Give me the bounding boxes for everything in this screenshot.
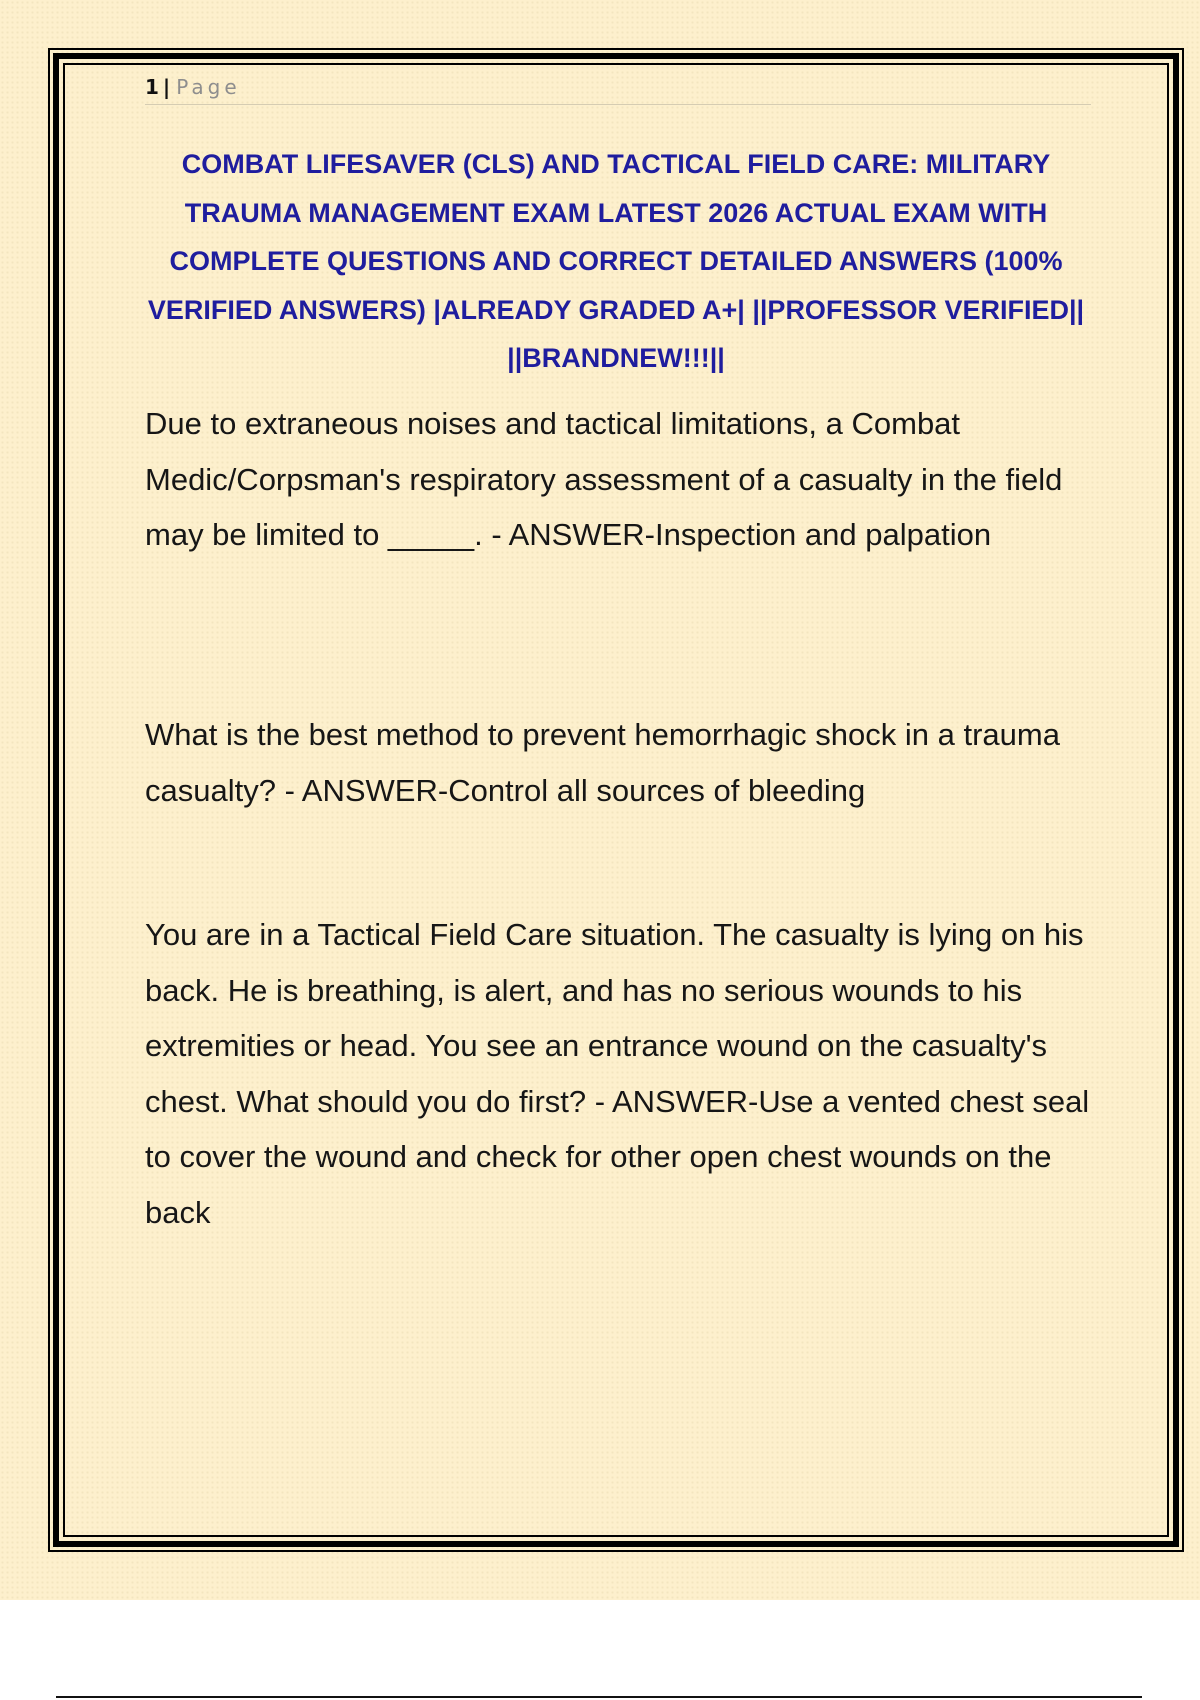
document-title: COMBAT LIFESAVER (CLS) AND TACTICAL FIELD CARE: MILITARY TRAUMA MANAGEMENT EXAM LATEST 2026 ACTUAL EXAM WITH COMPLETE QUESTIONS AND CORRECT DETAILED ANSWERS (100% VERIFIED ANSWERS) |ALREADY GRADED A+| ||PROFESSOR VERIFIED|| ||BRANDNEW!!!||	[147, 149, 1085, 373]
page-label: Page	[176, 75, 241, 99]
page-separator: |	[162, 75, 171, 99]
question-answer-3: You are in a Tactical Field Care situation. The casualty is lying on his back. He is breathing, is alert, and has no serious wounds to his extremities or head. You see an entrance wound on the casualty's chest. What should you do first? - ANSWER-Use a vented chest seal to cover the wound and check for other open chest wounds on the back	[145, 917, 1090, 1230]
page-header	[145, 74, 1091, 105]
question-answer-1: Due to extraneous noises and tactical limitations, a Combat Medic/Corpsman's respiratory assessment of a casualty in the field may be limited to _____. - ANSWER-Inspection and palpation	[145, 406, 1063, 552]
page-number: 1	[145, 75, 159, 99]
next-page-top-rule	[56, 1696, 1142, 1698]
question-answer-2: What is the best method to prevent hemorrhagic shock in a trauma casualty? - ANSWER-Control all sources of bleeding	[145, 717, 1060, 808]
